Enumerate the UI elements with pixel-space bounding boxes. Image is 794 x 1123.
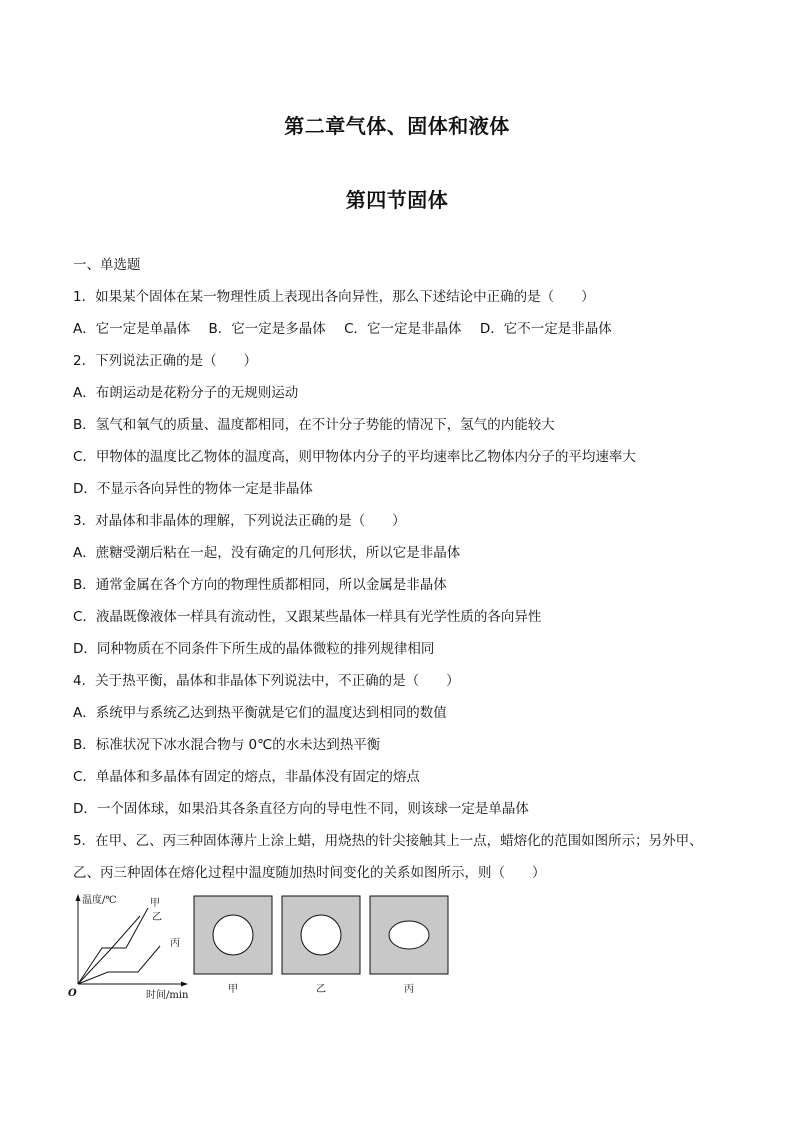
panel-yi-melt-circle (301, 915, 341, 955)
question-3-stem: 3．对晶体和非晶体的理解，下列说法正确的是（ ） (73, 513, 406, 529)
question-1-option-a: A．它一定是单晶体 (73, 321, 191, 337)
x-axis-arrow-icon (181, 982, 188, 987)
temperature-time-graph (68, 893, 189, 1001)
question-3-option-a: A．蔗糖受潮后粘在一起，没有确定的几何形状，所以它是非晶体 (73, 545, 461, 561)
question-3-option-b: B．通常金属在各个方向的物理性质都相同，所以金属是非晶体 (73, 577, 447, 593)
curve-label-jia: 甲 (150, 898, 160, 909)
question-3-option-d: D．同种物质在不同条件下所生成的晶体微粒的排列规律相同 (73, 641, 435, 657)
question-4-option-a: A．系统甲与系统乙达到热平衡就是它们的温度达到相同的数值 (73, 705, 447, 721)
question-2-option-a: A．布朗运动是花粉分子的无规则运动 (73, 385, 299, 401)
question-list (73, 257, 773, 897)
panel-label-jia: 甲 (228, 984, 238, 995)
question-2-stem: 2．下列说法正确的是（ ） (73, 353, 258, 369)
figure-svg (66, 892, 466, 1002)
curve-label-bing: 丙 (170, 938, 180, 949)
question-1-option-b: B．它一定是多晶体 (208, 321, 326, 337)
question-1-stem: 1．如果某个固体在某一物理性质上表现出各向异性，那么下述结论中正确的是（ ） (73, 289, 595, 305)
section-heading: 一、单选题 (73, 257, 141, 273)
question-1-options (73, 321, 773, 353)
origin-label: O (68, 988, 77, 999)
chapter-title: 第二章气体、固体和液体 (284, 114, 510, 138)
section-title: 第四节固体 (345, 188, 449, 212)
curve-yi (78, 916, 140, 984)
question-2-option-b: B．氢气和氧气的质量、温度都相同，在不计分子势能的情况下，氢气的内能较大 (73, 417, 555, 433)
curve-label-yi: 乙 (152, 912, 162, 923)
question-4-stem: 4．关于热平衡，晶体和非晶体下列说法中，不正确的是（ ） (73, 673, 460, 689)
question-3-option-c: C．液晶既像液体一样具有流动性，又跟某些晶体一样具有光学性质的各向异性 (73, 609, 542, 625)
panel-yi (282, 896, 360, 995)
question-5-figure (66, 892, 466, 1002)
question-4-option-b: B．标准状况下冰水混合物与 0℃的水未达到热平衡 (73, 737, 381, 753)
question-2-option-c: C．甲物体的温度比乙物体的温度高，则甲物体内分子的平均速率比乙物体内分子的平均速率大 (73, 449, 636, 465)
question-5-stem-line-1: 5．在甲、乙、丙三种固体薄片上涂上蜡，用烧热的针尖接触其上一点，蜡熔化的范围如图所示；另外甲、 (73, 833, 703, 849)
question-1-option-d: D．它不一定是非晶体 (479, 321, 612, 337)
question-2-option-d: D．不显示各向异性的物体一定是非晶体 (73, 481, 313, 497)
question-4-option-c: C．单晶体和多晶体有固定的熔点，非晶体没有固定的熔点 (73, 769, 420, 785)
x-axis-label: 时间/min (146, 990, 189, 1001)
question-4-option-d: D．一个固体球，如果沿其各条直径方向的导电性不同，则该球一定是单晶体 (73, 801, 529, 817)
panel-bing (370, 896, 448, 995)
panel-label-bing: 丙 (404, 984, 414, 995)
panel-jia (194, 896, 272, 995)
question-5-stem-line-2: 乙、丙三种固体在熔化过程中温度随加热时间变化的关系如图所示，则（ ） (73, 865, 546, 881)
y-axis-label: 温度/℃ (82, 895, 117, 906)
panel-label-yi: 乙 (316, 984, 326, 995)
panel-bing-melt-ellipse (389, 921, 429, 949)
panel-jia-melt-circle (213, 915, 253, 955)
question-1-option-c: C．它一定是非晶体 (344, 321, 462, 337)
y-axis-arrow-icon (76, 894, 81, 901)
